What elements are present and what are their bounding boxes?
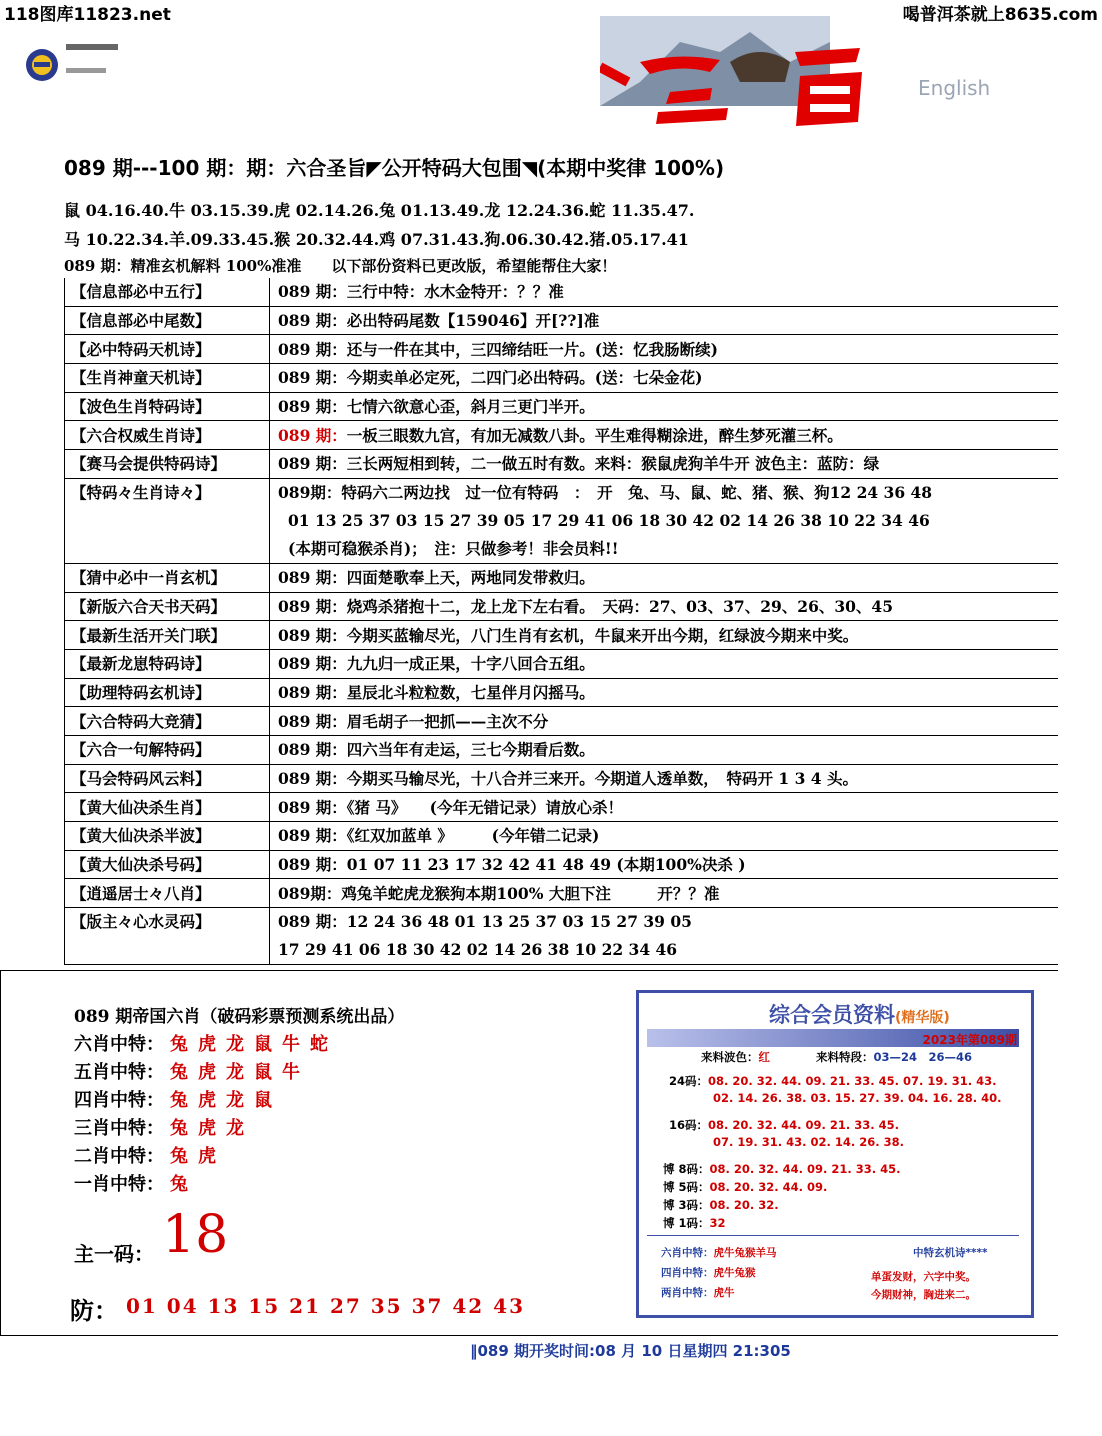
card-l4-label: 四肖中特： xyxy=(661,1267,714,1279)
card-l2-row xyxy=(661,1285,735,1300)
row-content: 089 期：今期卖单必定死，二四门必出特码。(送：七朵金花) xyxy=(270,364,1059,393)
site-name-right[interactable]: 喝普洱茶就上8635.com xyxy=(902,5,1098,25)
table-row xyxy=(65,392,1059,421)
pick-row xyxy=(74,1170,198,1196)
card-special-value: 03—24 26—46 xyxy=(873,1050,973,1064)
card-l6-label: 六肖中特： xyxy=(661,1247,714,1259)
row-content-line: 089 期：12 24 36 48 01 13 25 37 03 15 27 39 05 xyxy=(278,912,692,932)
row-content: 089 期：三行中特：水木金特开：？？准 xyxy=(270,278,1059,306)
card-l6-row xyxy=(661,1245,777,1260)
row-content xyxy=(270,908,1059,965)
table-row xyxy=(65,764,1059,793)
row-label: 【信息部必中尾数】 xyxy=(65,306,270,335)
row-label: 【黄大仙决杀半波】 xyxy=(65,822,270,851)
table-row xyxy=(65,421,1059,450)
row-label: 【黄大仙决杀号码】 xyxy=(65,850,270,879)
table-row xyxy=(65,621,1059,650)
pick-row xyxy=(74,1058,310,1084)
card-poem-line1: 单蛋发财，六字中奖。 xyxy=(871,1271,976,1283)
row-label: 【最新生活开关门联】 xyxy=(65,621,270,650)
row-content: 089 期：四面楚歌奉上天，两地同发带救归。 xyxy=(270,563,1059,592)
card-b3-row xyxy=(663,1197,779,1213)
pick-value: 兔虎龙 xyxy=(170,1118,254,1139)
row-content xyxy=(270,421,1059,450)
card-l2-label: 两肖中特： xyxy=(661,1287,714,1299)
card-divider xyxy=(647,1235,1019,1236)
pick-value: 兔 xyxy=(170,1174,198,1195)
pick-row xyxy=(74,1086,282,1112)
card-b5-label: 博 5码： xyxy=(663,1180,710,1194)
row-label: 【赛马会提供特码诗】 xyxy=(65,450,270,479)
card-24-line1: 08. 20. 32. 44. 09. 21. 33. 45. 07. 19. 31. 43. xyxy=(708,1074,997,1088)
defense-label: 防： xyxy=(70,1296,118,1325)
table-row xyxy=(65,649,1059,678)
row-label: 【必中特码天机诗】 xyxy=(65,335,270,364)
card-title-tag: (精华版) xyxy=(895,1010,950,1026)
row-label: 【波色生肖特码诗】 xyxy=(65,392,270,421)
banner-english: English xyxy=(918,76,991,100)
pick-row xyxy=(74,1142,226,1168)
card-wave-label: 来料波色： xyxy=(701,1050,759,1064)
card-title xyxy=(769,999,950,1029)
row-content xyxy=(270,478,1059,563)
table-row xyxy=(65,592,1059,621)
row-label: 【猜中必中一肖玄机】 xyxy=(65,563,270,592)
card-24-label: 24码： xyxy=(669,1074,709,1088)
zodiac-line-1: 鼠 04.16.40.牛 03.15.39.虎 02.14.26.兔 01.13.49.龙 12.24.36.蛇 11.35.47. xyxy=(64,201,695,220)
row-label: 【六合权威生肖诗】 xyxy=(65,421,270,450)
table-row xyxy=(65,478,1059,563)
table-row xyxy=(65,793,1059,822)
pick-label: 六肖中特： xyxy=(74,1034,164,1055)
intro-note: 089 期：精准玄机解料 100%准准 以下部份资料已更改版，希望能帮住大家！ xyxy=(64,257,617,275)
row-content: 089 期：烧鸡杀猪抱十二，龙上龙下左右看。 天码：27、03、37、29、26、30、45 xyxy=(270,592,1059,621)
hk-jockey-logo-icon xyxy=(22,30,172,100)
table-row xyxy=(65,735,1059,764)
pick-label: 四肖中特： xyxy=(74,1090,164,1111)
row-label: 【六合特码大竞猜】 xyxy=(65,707,270,736)
table-row xyxy=(65,908,1059,965)
draw-time: ‖089 期开奖时间:08 月 10 日星期四 21:305 xyxy=(470,1342,791,1360)
pick-label: 三肖中特： xyxy=(74,1118,164,1139)
pick-label: 一肖中特： xyxy=(74,1174,164,1195)
card-poem-label: 中特玄机诗**** xyxy=(913,1247,988,1259)
row-content: 089 期：七情六欲意心歪，斜月三更门半开。 xyxy=(270,392,1059,421)
row-content: 089 期：四六当年有走运，三七今期看后数。 xyxy=(270,735,1059,764)
pick-row xyxy=(74,1030,338,1056)
row-content-line: (本期可稳猴杀肖)； 注：只做参考！非会员料!! xyxy=(288,538,619,558)
card-year-issue: 2023年第089期 xyxy=(922,1033,1017,1047)
card-b3-label: 博 3码： xyxy=(663,1198,710,1212)
row-content: 089 期：今期买蓝输尽光，八门生肖有玄机，牛鼠来开出今期，红绿波今期来中奖。 xyxy=(270,621,1059,650)
table-row xyxy=(65,306,1059,335)
row-label: 【生肖神童天机诗】 xyxy=(65,364,270,393)
table-row xyxy=(65,822,1059,851)
card-l6-value: 虎牛兔猴羊马 xyxy=(713,1247,777,1259)
row-label: 【信息部必中五行】 xyxy=(65,278,270,306)
table-row xyxy=(65,850,1059,879)
card-b1-row xyxy=(663,1215,726,1231)
card-poem-line2: 今期财神，胸进来二。 xyxy=(871,1289,976,1301)
page-headline: 089 期---100 期：期：六合圣旨◤公开特码大包围◥(本期中奖律 100%) xyxy=(64,156,725,180)
row-label: 【助理特码玄机诗】 xyxy=(65,678,270,707)
card-b8-label: 博 8码： xyxy=(663,1162,710,1176)
row-content: 089 期：九九归一成正果，十字八回合五组。 xyxy=(270,649,1059,678)
card-b1-label: 博 1码： xyxy=(663,1216,710,1230)
card-16-line2: 07. 19. 31. 43. 02. 14. 26. 38. xyxy=(713,1135,905,1149)
site-name-left[interactable]: 118图库11823.net xyxy=(4,5,171,25)
pick-label: 五肖中特： xyxy=(74,1062,164,1083)
card-l2-value: 虎牛 xyxy=(713,1287,735,1299)
card-b8-row xyxy=(663,1161,901,1177)
row-content: 089 期：三长两短相到转，二一做五时有数。来料：猴鼠虎狗羊牛开 波色主：蓝防：绿 xyxy=(270,450,1059,479)
row-content: 089 期：《猪 马》 (今年无错记录）请放心杀！ xyxy=(270,793,1059,822)
card-wave-row xyxy=(701,1049,972,1065)
row-content-text: 一板三眼数九宫，有加无减数八卦。平生难得糊涂进，醉生梦死灌三杯。 xyxy=(346,425,843,445)
row-content: 089 期：还与一件在其中，三四缔结旺一片。(送：忆我肠断续) xyxy=(270,335,1059,364)
pick-row xyxy=(74,1114,254,1140)
card-l4-row xyxy=(661,1265,756,1280)
row-label: 【最新龙崽特码诗】 xyxy=(65,649,270,678)
card-b5-row xyxy=(663,1179,827,1195)
row-label: 【黄大仙决杀生肖】 xyxy=(65,793,270,822)
zodiac-line-2: 马 10.22.34.羊.09.33.45.猴 20.32.44.鸡 07.31.43.狗.06.30.42.猪.05.17.41 xyxy=(64,230,689,249)
row-content: 089 期：星辰北斗粒粒数，七星伴月闪摇马。 xyxy=(270,678,1059,707)
pick-value: 兔虎 xyxy=(170,1146,226,1167)
info-table xyxy=(64,278,1058,965)
defense-numbers: 01 04 13 15 21 27 35 37 42 43 xyxy=(126,1294,525,1318)
card-b8-value: 08. 20. 32. 44. 09. 21. 33. 45. xyxy=(709,1162,901,1176)
card-l4-value: 虎牛兔猴 xyxy=(713,1267,756,1279)
row-content-red: 089 期： xyxy=(278,425,347,445)
row-content-line: 01 13 25 37 03 15 27 39 05 17 29 41 06 18 30 42 02 14 26 38 10 22 34 46 xyxy=(288,510,930,530)
card-b1-value: 32 xyxy=(709,1216,726,1230)
card-24-line2: 02. 14. 26. 38. 03. 15. 27. 39. 04. 16. 28. 40. xyxy=(713,1091,1002,1105)
row-label: 【特码々生肖诗々】 xyxy=(65,478,270,563)
card-16-label: 16码： xyxy=(669,1118,709,1132)
table-row xyxy=(65,335,1059,364)
table-row xyxy=(65,879,1059,908)
row-label: 【六合一句解特码】 xyxy=(65,735,270,764)
banner-logo-icon xyxy=(600,12,890,137)
empire-title: 089 期帝国六肖（破码彩票预测系统出品） xyxy=(74,1007,405,1027)
card-b5-value: 08. 20. 32. 44. 09. xyxy=(709,1180,828,1194)
table-row xyxy=(65,707,1059,736)
table-row xyxy=(65,364,1059,393)
card-16-line1: 08. 20. 32. 44. 09. 21. 33. 45. xyxy=(708,1118,900,1132)
card-24-row xyxy=(669,1073,997,1089)
card-16-row xyxy=(669,1117,899,1133)
row-label: 【新版六合天书天码】 xyxy=(65,592,270,621)
row-content: 089 期：眉毛胡子一把抓——主次不分 xyxy=(270,707,1059,736)
pick-value: 兔虎龙鼠牛蛇 xyxy=(170,1034,338,1055)
pick-value: 兔虎龙鼠 xyxy=(170,1090,282,1111)
member-info-card xyxy=(636,990,1034,1318)
row-label: 【版主々心水灵码】 xyxy=(65,908,270,965)
table-row xyxy=(65,450,1059,479)
row-content: 089 期：01 07 11 23 17 32 42 41 48 49 (本期100%决杀 ) xyxy=(270,850,1059,879)
table-row xyxy=(65,678,1059,707)
table-row xyxy=(65,563,1059,592)
main-number: 18 xyxy=(162,1205,229,1265)
row-content: 089 期：《红双加蓝单 》 (今年错二记录) xyxy=(270,822,1059,851)
row-label: 【马会特码风云料】 xyxy=(65,764,270,793)
row-content-line: 17 29 41 06 18 30 42 02 14 26 38 10 22 34 46 xyxy=(278,940,678,960)
row-content: 089期：鸡兔羊蛇虎龙猴狗本期100% 大胆下注 开？？准 xyxy=(270,879,1059,908)
table-row xyxy=(65,278,1059,306)
main-number-label: 主一码： xyxy=(74,1242,154,1266)
card-b3-value: 08. 20. 32. xyxy=(709,1198,779,1212)
row-label: 【逍遥居士々八肖】 xyxy=(65,879,270,908)
pick-label: 二肖中特： xyxy=(74,1146,164,1167)
row-content-line: 089期：特码六二两边找 过一位有特码 ： 开 兔、马、鼠、蛇、猪、猴、狗12 24 36 48 xyxy=(278,482,933,502)
card-special-label: 来料特段： xyxy=(816,1050,874,1064)
row-content: 089 期：必出特码尾数【159046】开[??]准 xyxy=(270,306,1059,335)
card-title-text: 综合会员资料 xyxy=(769,1003,895,1027)
pick-value: 兔虎龙鼠牛 xyxy=(170,1062,310,1083)
row-content: 089 期：今期买马输尽光，十八合并三来开。今期道人透单数， 特码开 1 3 4 头。 xyxy=(270,764,1059,793)
card-wave-value: 红 xyxy=(758,1050,770,1064)
